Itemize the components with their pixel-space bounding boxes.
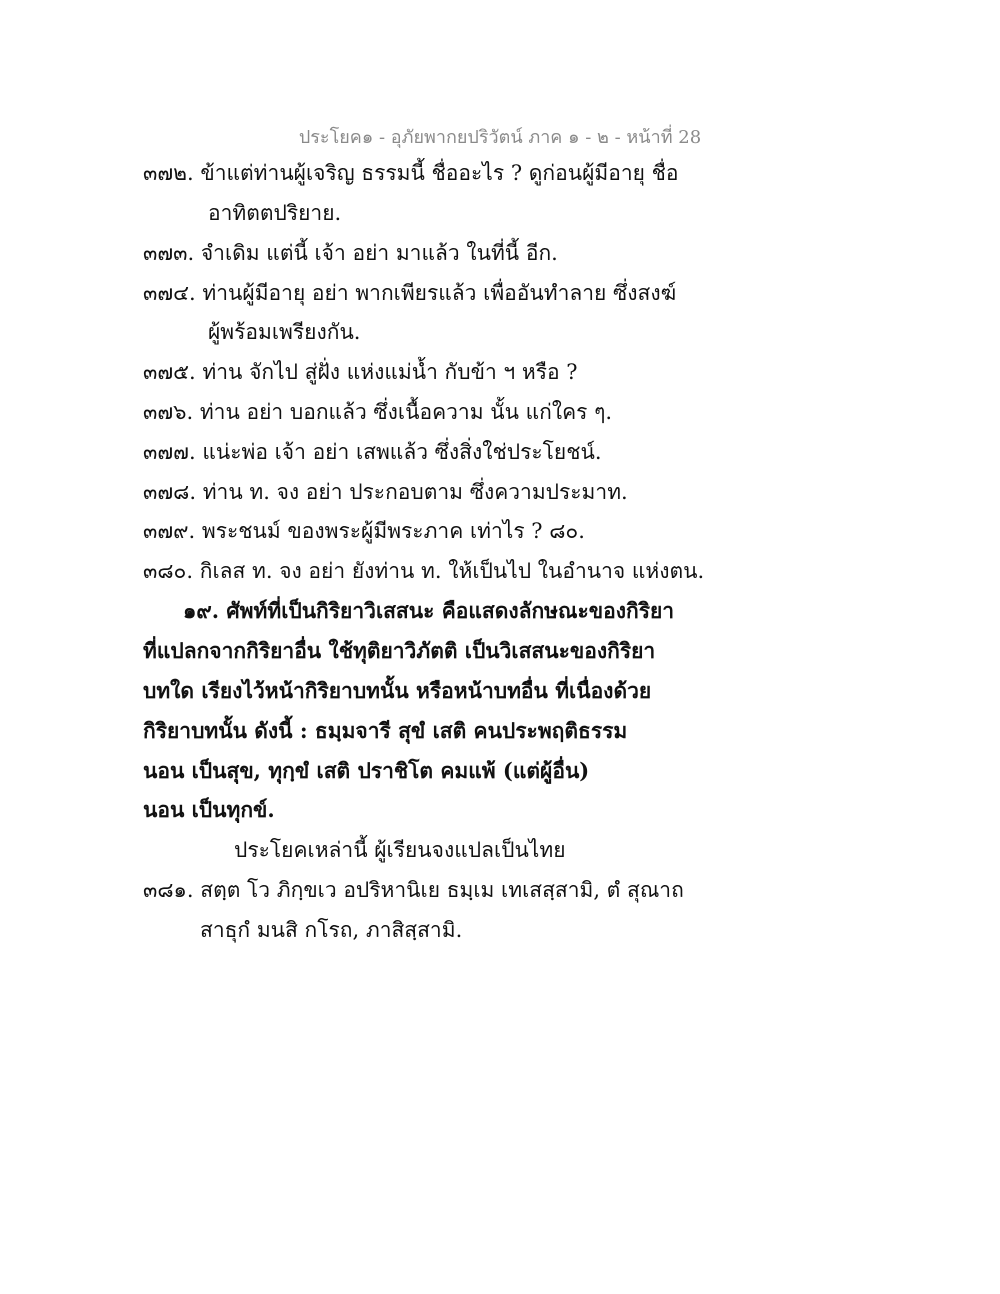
item-377 — [143, 437, 602, 467]
item-374 — [143, 278, 676, 308]
rule-line-4: กิริยาบทนั้น ดังนี้ : ธมฺมจารี สุขํ เสติ คนประพฤติธรรม — [143, 718, 628, 743]
item-number: ๓๘๐. — [143, 559, 194, 583]
item-number: ๓๗๔. — [143, 281, 196, 305]
rule-line-2: ที่แปลกจากกิริยาอื่น ใช้ทุติยาวิภัตติ เป็นวิเสสนะของกิริยา — [143, 638, 656, 663]
item-381 — [143, 875, 684, 905]
item-379 — [143, 516, 585, 546]
item-378 — [143, 477, 628, 507]
item-text: ท่าน จักไป สู่ฝั่ง แห่งแม่น้ำ กับข้า ฯ หรือ ? — [202, 360, 578, 384]
item-text: สตฺต โว ภิกฺขเว อปริหานิเย ธมฺเม เทเสสฺสามิ, ตํ สุณาถ — [200, 878, 684, 902]
item-number: ๓๗๖. — [143, 400, 194, 424]
item-number: ๓๗๗. — [143, 440, 196, 464]
item-372-continuation: อาทิตตปริยาย. — [208, 201, 342, 225]
item-text: จำเดิม แต่นี้ เจ้า อย่า มาแล้ว ในที่นี้ อีก. — [200, 241, 558, 265]
rule-line-6: นอน เป็นทุกข์. — [143, 797, 275, 822]
item-number: ๓๗๕. — [143, 360, 196, 384]
item-number: ๓๘๑. — [143, 878, 194, 902]
rule-line-5: นอน เป็นสุข, ทุกฺขํ เสติ ปราชิโต คมแพ้ (แต่ผู้อื่น) — [143, 758, 590, 783]
instruction: ประโยคเหล่านี้ ผู้เรียนจงแปลเป็นไทย — [234, 838, 566, 862]
item-number: ๓๗๙. — [143, 519, 196, 543]
item-374-continuation: ผู้พร้อมเพรียงกัน. — [208, 320, 361, 344]
item-text: กิเลส ท. จง อย่า ยังท่าน ท. ให้เป็นไป ในอำนาจ แห่งตน. — [199, 559, 705, 583]
item-number: ๓๗๓. — [143, 241, 195, 265]
rule-line-1: ๑๙. ศัพท์ที่เป็นกิริยาวิเสสนะ คือแสดงลักษณะของกิริยา — [183, 598, 675, 623]
item-373 — [143, 238, 558, 268]
item-380 — [143, 556, 704, 586]
item-375 — [143, 357, 578, 387]
item-text: ท่าน ท. จง อย่า ประกอบตาม ซึ่งความประมาท. — [202, 480, 628, 504]
item-text: แน่ะพ่อ เจ้า อย่า เสพแล้ว ซึ่งสิ่งใช่ประโยชน์. — [202, 440, 602, 464]
page-header: ประโยค๑ - อุภัยพากยปริวัตน์ ภาค ๑ - ๒ - หน้าที่ 28 — [298, 127, 702, 148]
item-372 — [143, 158, 678, 188]
item-number: ๓๗๘. — [143, 480, 197, 504]
item-376 — [143, 397, 612, 427]
item-text: ข้าแต่ท่านผู้เจริญ ธรรมนี้ ชื่ออะไร ? ดูก่อนผู้มีอายุ ชื่อ — [200, 161, 679, 185]
rule-line-3: บทใด เรียงไว้หน้ากิริยาบทนั้น หรือหน้าบทอื่น ที่เนื่องด้วย — [143, 678, 652, 703]
item-text: ท่านผู้มีอายุ อย่า พากเพียรแล้ว เพื่ออันทำลาย ซึ่งสงฆ์ — [202, 281, 677, 305]
item-text: พระชนม์ ของพระผู้มีพระภาค เท่าไร ? ๘๐. — [201, 519, 585, 543]
item-text: ท่าน อย่า บอกแล้ว ซึ่งเนื้อความ นั้น แก่ใคร ๆ. — [199, 400, 613, 424]
item-number: ๓๗๒. — [143, 161, 194, 185]
item-381-continuation: สาธุกํ มนสิ กโรถ, ภาสิสฺสามิ. — [200, 918, 463, 942]
